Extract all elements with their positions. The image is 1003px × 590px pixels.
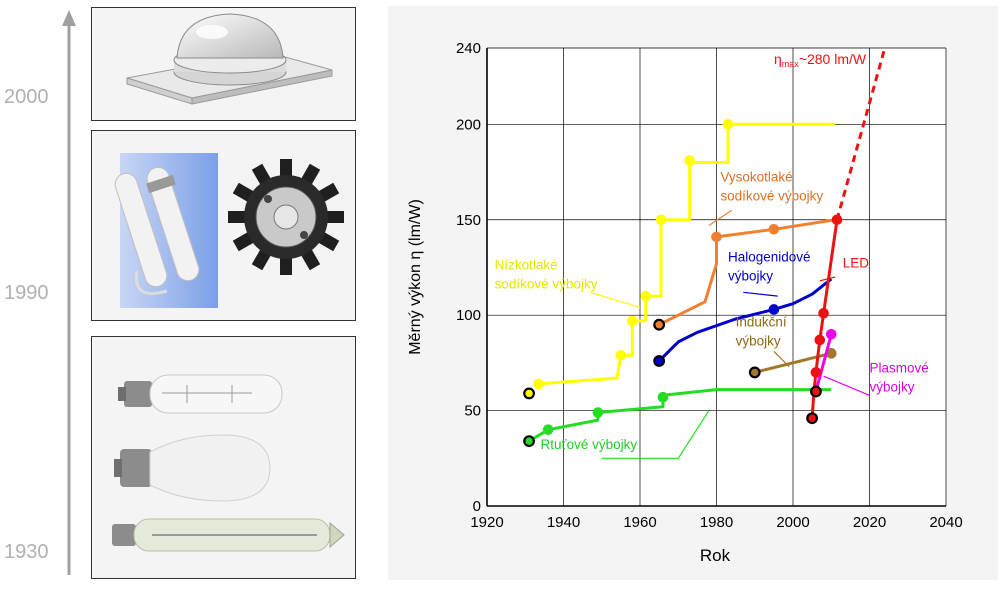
sodium-tube-lamp-image [92,337,355,578]
data-point [593,408,603,418]
efficacy-chart-svg [388,6,998,580]
eta-max-label: $\eta_{max}\sim 280$ lm/W [774,51,867,69]
y-axis-label: Měrný výkon η (lm/W) [407,199,424,355]
data-point [712,232,722,242]
y-tick-label: 100 [455,307,481,325]
data-point [769,224,779,234]
panel-led-package [91,7,356,121]
x-tick-label: 2020 [852,514,887,531]
year-label-1990: 1990 [4,282,49,304]
data-point [826,329,836,339]
x-tick-label: 1940 [546,514,581,531]
data-point [628,316,638,326]
data-point [524,436,534,446]
series-label-vysokotlake-sodikove-vybojky: Vysokotlaké sodíkové výbojky [720,169,824,204]
data-point [641,291,651,301]
data-point [769,305,779,315]
panel-induction-led [91,130,356,321]
led-package-image [92,8,355,120]
data-point [811,368,821,378]
timeline [0,0,90,585]
x-tick-label: 1920 [470,514,504,531]
data-point [524,389,534,399]
y-tick-label: 50 [464,402,481,420]
y-tick-label: 240 [455,40,481,57]
data-point [807,413,817,423]
series-label-rtutove-vybojky: Rtuťové výbojky [540,436,638,452]
data-point [543,425,553,435]
data-point [534,379,544,389]
data-point [616,350,626,360]
series-label-halogenidove-vybojky: Halogenidové výbojky [727,249,811,284]
led-heatsink-module-image [224,159,354,289]
x-tick-label: 2040 [929,514,963,531]
data-point [685,156,695,166]
data-point [750,368,760,378]
y-tick-label: 0 [472,498,481,515]
data-point [654,356,664,366]
y-tick-label: 150 [455,211,481,229]
x-tick-label: 1960 [623,514,657,531]
data-point [832,215,842,225]
y-tick-label: 200 [455,116,481,134]
data-point [723,120,733,130]
series-label-indukcni-vybojky: Indukční výbojky [735,314,787,349]
x-axis-label: Rok [699,546,731,565]
data-point [815,335,825,345]
efficacy-chart [388,6,998,580]
x-tick-label: 2000 [776,514,810,531]
series-label-nizkotlake-sodikove-vybojky: Nízkotlaké sodíkové výbojky [494,257,598,292]
series-label-plasmove-vybojky: Plasmové výbojky [869,360,929,395]
data-point [811,387,821,397]
data-point [654,320,664,330]
data-point [656,215,666,225]
year-label-2000: 2000 [4,86,49,108]
panel-discharge-lamps [91,336,356,579]
data-point [658,392,668,402]
series-label-led: LED [842,255,869,271]
x-tick-label: 1980 [699,514,734,531]
year-label-1930: 1930 [4,541,49,563]
data-point [819,308,829,318]
